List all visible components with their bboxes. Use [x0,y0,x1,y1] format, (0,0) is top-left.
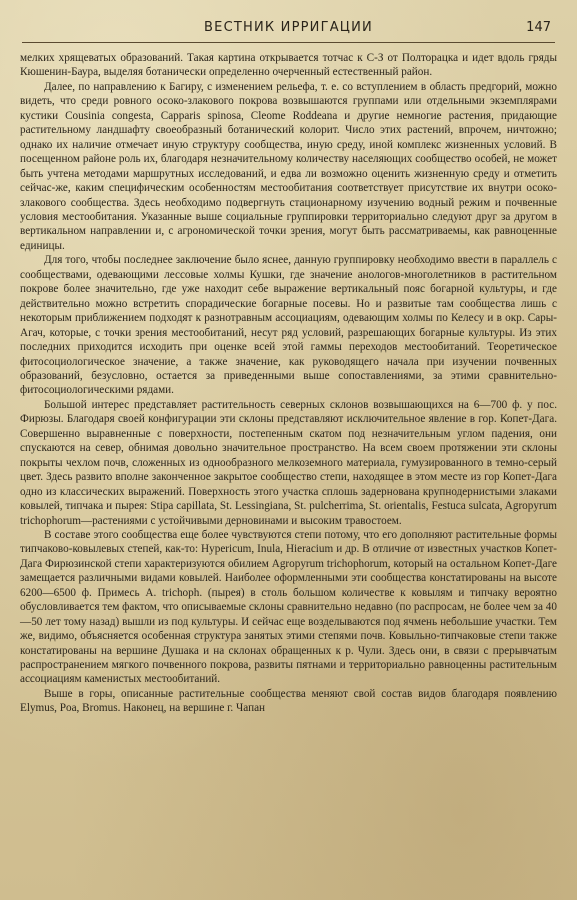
paragraph-6: Выше в горы, описанные растительные сообщества меняют свой состав видов благодаря появлению Elymus, Poa, Bromus. Наконец, на вершине г. Чапан [20,687,557,715]
paragraph-2: Далее, по направлению к Багиру, с изменением рельефа, т. е. со вступлением в область предгорий, можно видеть, что среди ровного осоко-злакового покрова возвышаются группами или отдельными экземплярами кустики Cousinia congesta, Capparis spinosa, Cleome Roddeana и другие немногие растения, придающие растительному ландшафту своеобразный ботанический колорит. Число этих растений, впрочем, ничтожно; однако их наличие отмечает иную структуру сообщества, иную среду, иной комплекс жизненных условий. В посещенном районе роль их, благодаря незначительному количеству населяющих сообщество особей, не может быть учтена методами маршрутных исследований, и едва ли возможно оценить жизненную среду и отметить сейчас-же, каким специфическим особенностям местообитания соответствует присутствие их внутри осоко-злакового сообщества. Здесь необходимо подвергнуть стационарному изучению водный режим и почвенные условия местообитания. Указанные выше социальные группировки территориально следуют друг за другом в вертикальном направлении и, с агрономической точки зрения, могут быть рассматриваемы, как равноценные единицы. [20,80,557,252]
page-number: 147 [526,20,551,35]
paragraph-5: В составе этого сообщества еще более чувствуются степи потому, что его дополняют растительные формы типчаково-ковылевых степей, как-то: Hypericum, Inula, Hieracium и др. В отличие от известных участков Копет-Дага Фирюзинской степи характеризуются обилием Agropyrum trichophorum, который на остальном Копет-Даге замещается различными видами ковылей. Наиболее оформленными эти сообщества констатированы на высоте 6200—6500 ф. Примесь A. trichoph. (пырея) в столь большом количестве к ковылям и типчаку вероятно обусловливается тем фактом, что описываемые склоны сравнительно недавно (по распросам, не более чем за 40—50 лет тому назад) вышли из под культуры. И сейчас еще возделываются под ячмень небольшие участки. Тем же, видимо, объясняется особенная структура занятых этими степями почв. Ковыльно-типчаковые степи также констатированы на вершине Душака и на склонах обращенных к р. Чули. Здесь они, в связи с прерывчатым распространением мягкого почвенного покрова, развиты пятнами и территориально равноценны растительным ассоциациям каменистых местообитаний. [20,528,557,686]
article-body [20,51,557,716]
paragraph-1: мелких хрящеватых образований. Такая картина открывается тотчас к С-З от Полторацка и идет вдоль гряды Кюшенин-Баура, выделяя ботанически определенно очерченный естественный район. [20,52,557,79]
running-title: ВЕСТНИК ИРРИГАЦИИ [204,20,373,35]
page-header [22,20,555,43]
paragraph-3: Для того, чтобы последнее заключение было яснее, данную группировку необходимо ввести в параллель с сообществами, одевающими лессовые холмы Кушки, где значение анологов-многолетников в растительном покрове более значительно, где уже находит себе выражение вертикальный пояс богарной культуры, и где действительно можно встретить спорадические богарные посевы. Но и развитые там сообщества лишь с некоторым приближением подходят к разнотравным ассоциациям, одевающим холмы по Келесу и в окр. Сары-Агач, которые, с точки зрения местообитаний, несут ряд условий, разрешающих богарные культуры. Из этих последних приходится исходить при оценке всей этой гаммы переходов местообитаний. Теоретическое фитосоциологическое значение, а также значение, как руководящего начала при изучении почвенных образований, безусловно, остается за приведенными выше сопоставлениями, за этими сравнительно-фитосоциологическими рядами. [20,254,557,397]
paragraph-4: Большой интерес представляет растительность северных склонов возвышающихся на 6—700 ф. у пос. Фирюзы. Благодаря своей конфигурации эти склоны представляют исключительное явление в гор. Копет-Дага. Совершенно выравненные с поверхности, постепенным скатом под незначительным углом падения, они спускаются на север, обнимая довольно значительное пространство. На всем своем протяжении эти склоны покрыты чехлом почв, сложенных из однообразного мелкоземного материала, гумузированного в темно-серый цвет. Здесь развито вполне законченное закрытое сообщество степи, находящее в этом месте из гор Копет-Дага одно из классических выражений. Поверхность этого участка сплошь задернована крупнодернистыми злаками ковылей, типчака и пырея: Stipa capillata, St. Lessingiana, St. pulcherrima, St. orientalis, Festuca sulcata, Agropyrum trichophorum—растениями с устойчивыми дерновинами и высоким травостоем. [20,398,557,527]
